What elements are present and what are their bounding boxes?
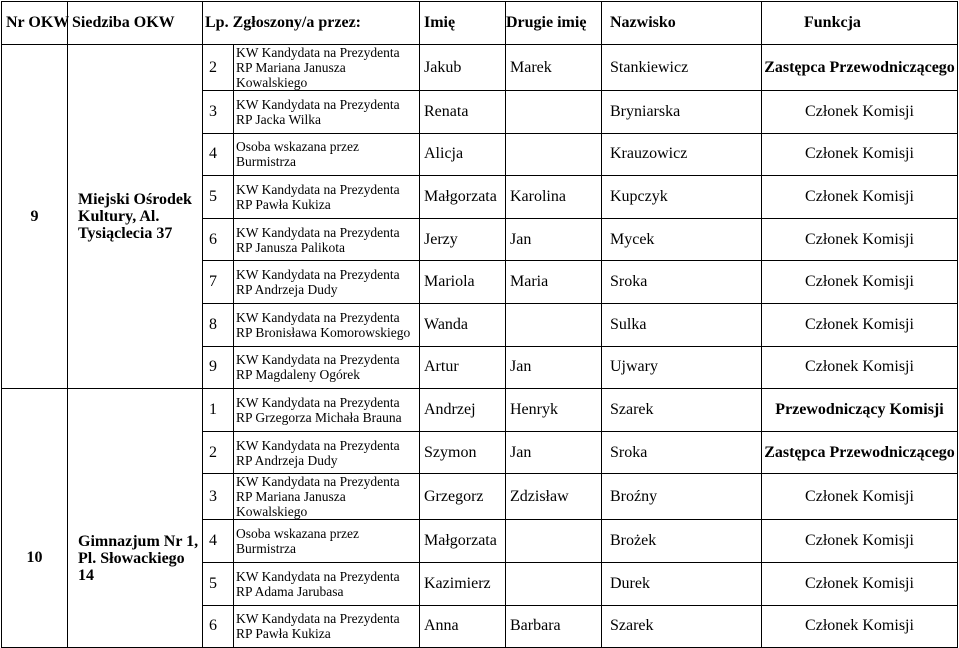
row-first-name: Grzegorz [420,474,506,520]
row-function: Członek Komisji [762,562,958,605]
row-function: Członek Komisji [762,133,958,176]
row-lp: 4 [203,520,234,563]
row-surname: Krauzowicz [602,133,762,176]
header-siedziba: Siedziba OKW [68,2,203,45]
row-second-name [506,520,602,563]
row-surname: Stankiewicz [602,45,762,91]
row-function: Przewodniczący Komisji [762,389,958,432]
row-lp: 5 [203,176,234,219]
row-second-name [506,303,602,346]
row-surname: Ujwary [602,346,762,389]
row-nominated-by: KW Kandydata na Prezydenta RP Magdaleny Ogórek [234,346,420,389]
row-function: Członek Komisji [762,303,958,346]
row-nominated-by: KW Kandydata na Prezydenta RP Pawła Kukiza [234,176,420,219]
row-second-name: Jan [506,431,602,474]
row-lp: 4 [203,133,234,176]
row-lp: 2 [203,45,234,91]
row-nominated-by: KW Kandydata na Prezydenta RP Adama Jarubasa [234,562,420,605]
table-row [2,389,958,432]
row-first-name: Wanda [420,303,506,346]
row-lp: 3 [203,474,234,520]
row-lp: 6 [203,605,234,648]
row-function: Zastępca Przewodniczącego [762,431,958,474]
row-first-name: Renata [420,91,506,134]
row-lp: 2 [203,431,234,474]
row-second-name [506,562,602,605]
row-second-name: Marek [506,45,602,91]
row-nominated-by: KW Kandydata na Prezydenta RP Andrzeja Dudy [234,261,420,304]
row-second-name [506,133,602,176]
row-surname: Szarek [602,389,762,432]
row-surname: Sulka [602,303,762,346]
row-first-name: Małgorzata [420,520,506,563]
row-lp: 7 [203,261,234,304]
row-second-name: Barbara [506,605,602,648]
okw-location: Miejski Ośrodek Kultury, Al. Tysiąclecia 37 [68,45,203,389]
committee-table [1,1,958,648]
okw-number: 10 [2,389,68,648]
row-first-name: Jerzy [420,218,506,261]
table-row [2,45,958,91]
row-function: Członek Komisji [762,91,958,134]
row-second-name [506,91,602,134]
row-surname: Bryniarska [602,91,762,134]
row-nominated-by: KW Kandydata na Prezydenta RP Grzegorza Michała Brauna [234,389,420,432]
row-function: Członek Komisji [762,346,958,389]
row-second-name: Maria [506,261,602,304]
row-nominated-by: KW Kandydata na Prezydenta RP Pawła Kukiza [234,605,420,648]
row-second-name: Jan [506,218,602,261]
row-second-name: Henryk [506,389,602,432]
row-function: Zastępca Przewodniczącego [762,45,958,91]
row-surname: Kupczyk [602,176,762,219]
row-first-name: Szymon [420,431,506,474]
row-nominated-by: KW Kandydata na Prezydenta RP Jacka Wilka [234,91,420,134]
row-first-name: Anna [420,605,506,648]
okw-location: Gimnazjum Nr 1, Pl. Słowackiego 14 [68,389,203,648]
row-function: Członek Komisji [762,474,958,520]
header-nazwisko: Nazwisko [602,2,762,45]
row-nominated-by: Osoba wskazana przez Burmistrza [234,133,420,176]
row-function: Członek Komisji [762,520,958,563]
row-lp: 1 [203,389,234,432]
row-surname: Sroka [602,431,762,474]
header-funkcja: Funkcja [762,2,958,45]
row-first-name: Andrzej [420,389,506,432]
header-imie: Imię [420,2,506,45]
row-surname: Szarek [602,605,762,648]
row-second-name: Zdzisław [506,474,602,520]
row-nominated-by: KW Kandydata na Prezydenta RP Janusza Palikota [234,218,420,261]
row-nominated-by: KW Kandydata na Prezydenta RP Bronisława Komorowskiego [234,303,420,346]
row-lp: 5 [203,562,234,605]
header-drugie-imie: Drugie imię [506,2,602,45]
okw-number: 9 [2,45,68,389]
row-surname: Sroka [602,261,762,304]
header-row [2,2,958,45]
row-nominated-by: KW Kandydata na Prezydenta RP Andrzeja Dudy [234,431,420,474]
row-function: Członek Komisji [762,261,958,304]
row-first-name: Mariola [420,261,506,304]
row-surname: Brożek [602,520,762,563]
row-first-name: Małgorzata [420,176,506,219]
row-second-name: Jan [506,346,602,389]
row-function: Członek Komisji [762,176,958,219]
row-function: Członek Komisji [762,605,958,648]
row-lp: 6 [203,218,234,261]
row-nominated-by: KW Kandydata na Prezydenta RP Mariana Janusza Kowalskiego [234,474,420,520]
row-function: Członek Komisji [762,218,958,261]
row-first-name: Alicja [420,133,506,176]
header-nr-okw: Nr OKW [2,2,68,45]
row-first-name: Artur [420,346,506,389]
row-first-name: Kazimierz [420,562,506,605]
row-lp: 8 [203,303,234,346]
row-nominated-by: Osoba wskazana przez Burmistrza [234,520,420,563]
row-surname: Broźny [602,474,762,520]
row-lp: 3 [203,91,234,134]
row-surname: Mycek [602,218,762,261]
row-second-name: Karolina [506,176,602,219]
row-lp: 9 [203,346,234,389]
row-first-name: Jakub [420,45,506,91]
row-surname: Durek [602,562,762,605]
header-lp-zgloszony: Lp. Zgłoszony/a przez: [203,2,420,45]
row-nominated-by: KW Kandydata na Prezydenta RP Mariana Janusza Kowalskiego [234,45,420,91]
